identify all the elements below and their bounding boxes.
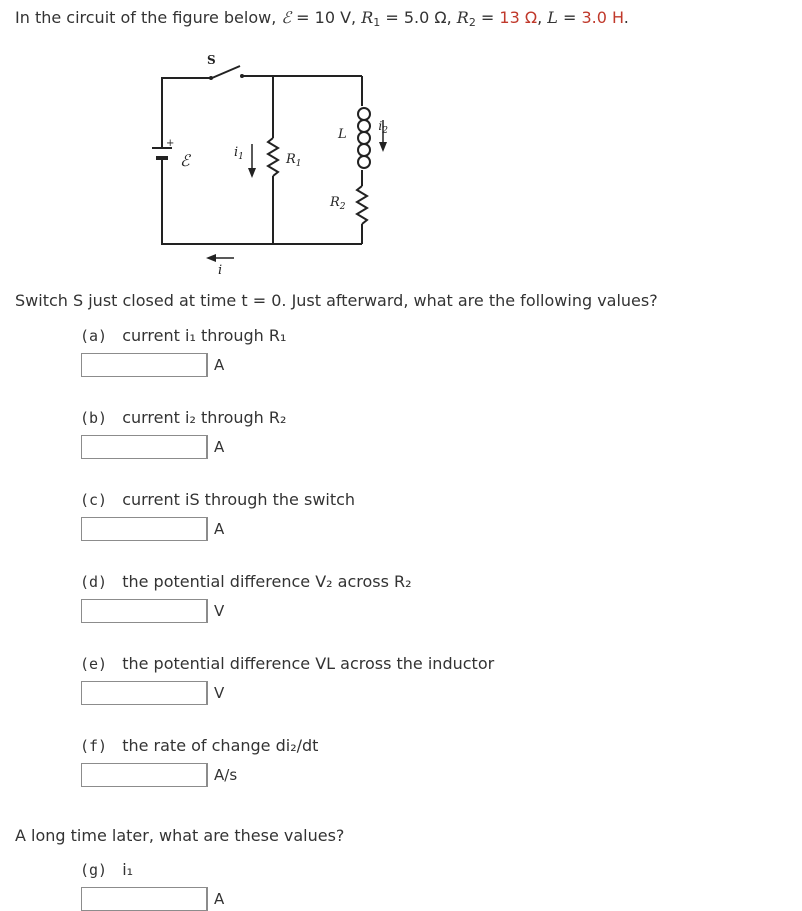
part-d-unit: V [207,599,224,623]
part-b-unit: A [207,435,224,459]
part-a-unit: A [207,353,224,377]
part-f-text: the rate of change di₂/dt [122,736,319,755]
part-d-text: the potential difference V₂ across R₂ [122,572,412,591]
r2-value: 13 Ω [499,8,538,27]
i1-label: $i_1$ [234,145,244,162]
prompt-short: Switch S just closed at time t = 0. Just afterward, what are the following values? [15,291,658,310]
inductor-label: L [338,127,347,142]
part-c-input[interactable] [81,517,207,541]
part-g-label: (g) [80,861,108,879]
part-g-input[interactable] [81,887,207,911]
i2-label: $i_2$ [378,119,388,136]
part-b-label: (b) [80,409,108,427]
part-b-input[interactable] [81,435,207,459]
part-a-text: current i₁ through R₁ [122,326,287,345]
part-f-unit: A/s [207,763,237,787]
inductance-value: 3.0 H [581,8,624,27]
part-b-text: current i₂ through R₂ [122,408,287,427]
part-d-input[interactable] [81,599,207,623]
part-c-text: current iS through the switch [122,490,356,509]
part-f-input[interactable] [81,763,207,787]
part-a-label: (a) [80,327,108,345]
part-d-label: (d) [80,573,108,591]
part-e-input[interactable] [81,681,207,705]
part-a-input[interactable] [81,353,207,377]
prompt-long: A long time later, what are these values? [15,826,345,845]
part-e-unit: V [207,681,224,705]
r1-label: $R_1$ [286,152,302,169]
circuit-figure [140,48,390,278]
part-e-text: the potential difference VL across the inductor [122,654,495,673]
part-g-text: i₁ [122,860,134,879]
r1-value: 5.0 Ω [403,8,447,27]
part-e-label: (e) [80,655,108,673]
r2-label: $R_2$ [330,195,346,212]
emf-label: ℰ [180,151,190,170]
switch-label: S [207,53,216,67]
part-g-unit: A [207,887,224,911]
part-c-label: (c) [80,491,108,509]
problem-statement: In the circuit of the figure below, ℰ = 10 V, $R_1 = 5.0$ Ω, $R_2 = 13$ Ω, L = 3.0 H. [15,8,629,29]
emf-value: 10 V [314,8,352,27]
battery-plus: + [166,138,175,149]
part-f-label: (f) [80,737,108,755]
i-label: i [218,263,223,278]
part-c-unit: A [207,517,224,541]
